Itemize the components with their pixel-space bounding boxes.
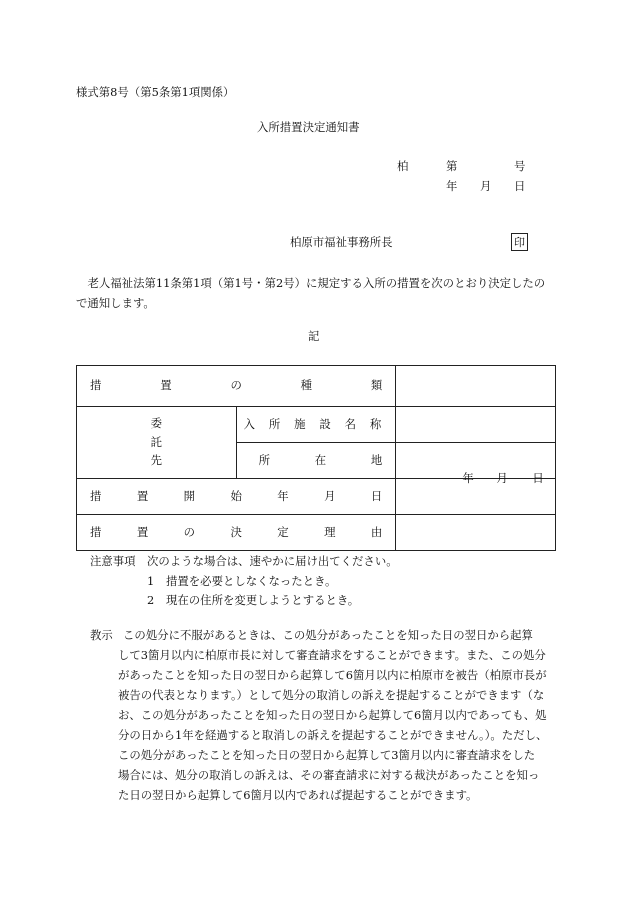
- kyoji-line: 被告の代表となります。）として処分の取消しの訴えを提起することができます（な: [118, 688, 545, 702]
- label-char: 置: [136, 488, 149, 503]
- form-number: 様式第8号（第5条第1項関係）: [76, 85, 235, 99]
- body-text: 老人福祉法第11条第1項（第1号・第2号）に規定する入所の措置を次のとおり決定したので通知します。: [76, 276, 546, 310]
- reference-go: 号: [514, 159, 526, 173]
- kyoji-line: お、この処分があったことを知った日の翌日から起算して6箇月以内であっても、処: [118, 708, 547, 722]
- note-item-number: 1: [147, 574, 155, 588]
- kyoji-line: た日の翌日から起算して6箇月以内であれば提起することができます。: [118, 788, 478, 802]
- label-char: 所: [268, 416, 281, 431]
- measure-type-value-cell[interactable]: [396, 366, 556, 407]
- date-month: 月: [480, 179, 492, 193]
- label-char: 措: [90, 488, 102, 503]
- label-char: 月: [324, 488, 336, 503]
- start-date-month: 月: [496, 471, 508, 485]
- label-char: 名: [344, 416, 357, 431]
- label-char: の: [230, 378, 242, 393]
- start-date-year: 年: [462, 471, 474, 485]
- label-char: 由: [370, 524, 383, 539]
- reference-prefix: 柏: [397, 159, 409, 173]
- start-date-day: 日: [532, 471, 544, 485]
- start-date-label-cell: [77, 479, 396, 515]
- kyoji-line: して3箇月以内に柏原市長に対して審査請求をすることができます。また、この処分: [118, 648, 546, 662]
- measure-table: [76, 365, 556, 551]
- label-char: 定: [277, 524, 289, 539]
- label-char: 入: [243, 416, 256, 431]
- label-char: 措: [90, 524, 102, 539]
- label-char: 託: [150, 434, 163, 449]
- label-char: 措: [90, 378, 102, 393]
- label-char: 設: [319, 416, 331, 431]
- label-char: 置: [136, 524, 149, 539]
- label-char: 所: [258, 452, 271, 467]
- label-char: 地: [370, 452, 383, 467]
- label-char: 理: [324, 524, 336, 539]
- start-date-value-cell[interactable]: [396, 471, 556, 515]
- reason-label-cell: [77, 515, 396, 551]
- seal-mark: 印: [511, 233, 528, 251]
- start-date-label: [77, 488, 395, 503]
- document-title: 入所措置決定通知書: [257, 120, 360, 134]
- reason-value-cell[interactable]: [396, 515, 556, 551]
- label-char: 開: [183, 488, 196, 503]
- reference-dai: 第: [446, 159, 458, 173]
- facility-name-label-cell: [236, 407, 396, 443]
- entrust-label-cell: [77, 407, 237, 479]
- date-year: 年: [446, 179, 458, 193]
- issuer-name: 柏原市福祉事務所長: [290, 235, 393, 249]
- note-item-number: 2: [147, 593, 155, 607]
- ki-heading: 記: [308, 329, 320, 343]
- notes-label: 注意事項: [90, 554, 136, 568]
- facility-name-value-cell[interactable]: [396, 407, 556, 443]
- label-char: 施: [294, 416, 306, 431]
- measure-type-label-cell: [77, 366, 396, 407]
- label-char: 種: [300, 378, 313, 393]
- kyoji-line: この処分に不服があるときは、この処分があったことを知った日の翌日から起算: [123, 628, 533, 642]
- note-item-text: 措置を必要としなくなったとき。: [166, 574, 337, 588]
- reason-label: [77, 524, 395, 539]
- label-char: 決: [230, 524, 242, 539]
- kyoji-line: 分の日から1年を経過すると取消しの訴えを提起することができません。）。ただし、: [118, 728, 548, 742]
- label-char: 置: [160, 378, 172, 393]
- entrust-label: [77, 418, 236, 466]
- label-char: 委: [150, 416, 163, 431]
- label-char: 年: [277, 488, 289, 503]
- kyoji-line: 場合には、処分の取消しの訴えは、その審査請求に対する裁決があったことを知っ: [118, 768, 540, 782]
- kyoji-line: があったことを知った日の翌日から起算して6箇月以内に柏原市を被告（柏原市長が: [118, 668, 547, 682]
- label-char: 日: [370, 488, 383, 503]
- measure-type-label: [77, 380, 395, 391]
- label-char: 類: [370, 378, 383, 393]
- kyoji-line: この処分があったことを知った日の翌日から起算して3箇月以内に審査請求をした: [118, 748, 536, 762]
- label-char: 先: [150, 453, 163, 468]
- note-item-text: 現在の住所を変更しようとするとき。: [166, 593, 360, 607]
- label-char: の: [183, 524, 196, 539]
- notes-text: 次のような場合は、速やかに届け出てください。: [147, 554, 398, 568]
- facility-name-label: [237, 416, 396, 431]
- kyoji-label: 教示: [90, 628, 113, 642]
- location-label: [237, 452, 396, 467]
- label-char: 在: [314, 452, 327, 467]
- location-label-cell: [236, 443, 396, 479]
- label-char: 始: [230, 488, 242, 503]
- label-char: 称: [369, 416, 382, 431]
- date-day: 日: [514, 179, 526, 193]
